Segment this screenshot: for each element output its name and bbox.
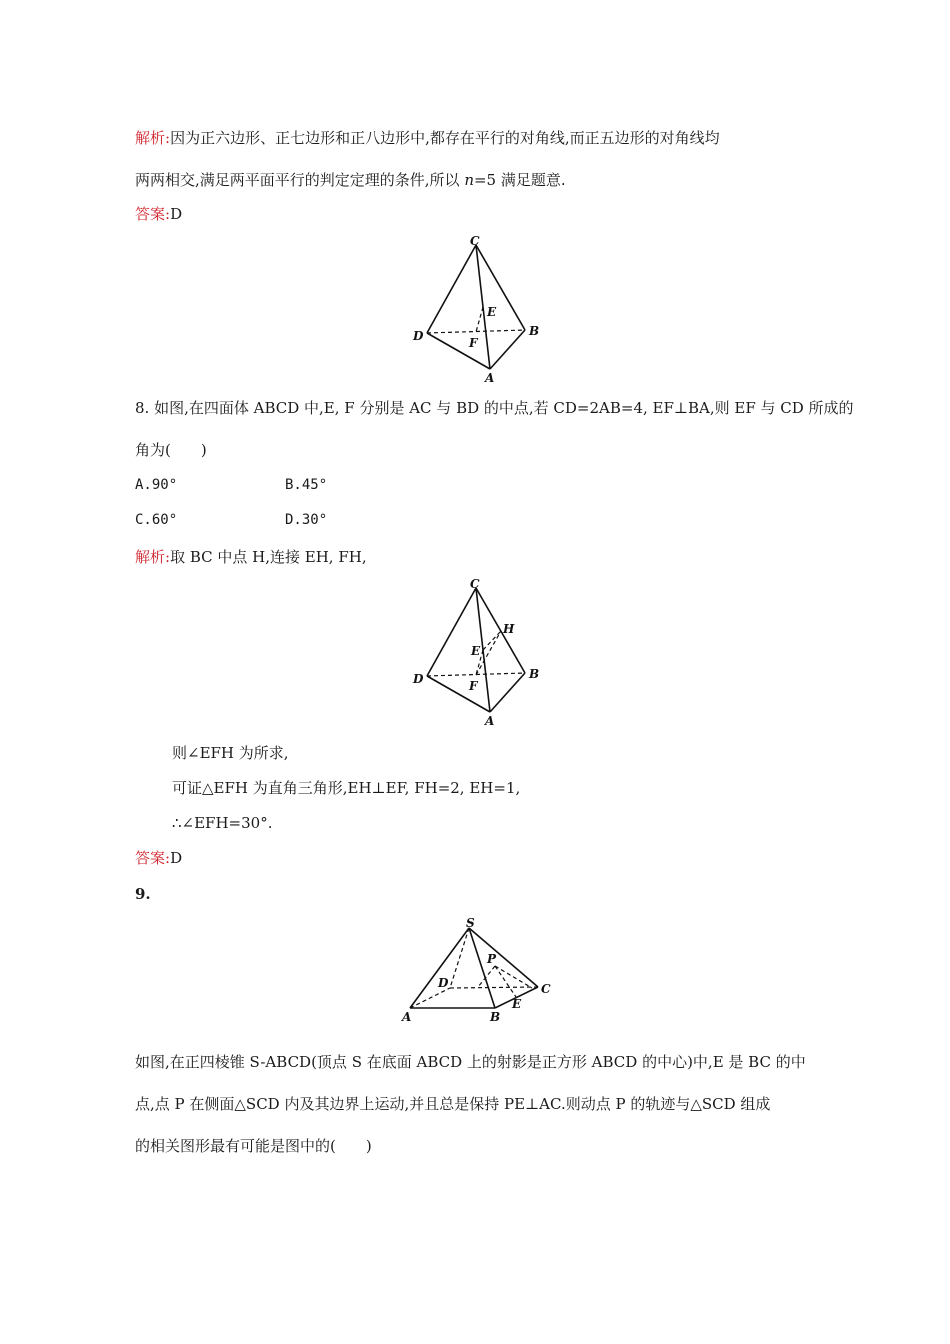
edge-CD [427, 588, 476, 676]
q8-analysis [135, 547, 367, 567]
edge-BA [490, 673, 525, 712]
tetrahedron-figure-2 [405, 575, 555, 730]
edge-CB [476, 588, 525, 673]
label-B: B [529, 324, 540, 338]
answer-value: D [170, 849, 183, 867]
option-a: A.90° [135, 477, 178, 493]
edge-SA [410, 928, 469, 1008]
label-P: P [487, 952, 497, 966]
option-c: C.60° [135, 512, 178, 528]
q8-step2: 可证△EFH 为直角三角形,EH⊥EF, FH=2, EH=1, [172, 779, 521, 797]
edge-CD [427, 245, 476, 333]
option-d: D.30° [285, 512, 328, 528]
tetrahedron-figure-1 [405, 232, 555, 387]
edge-DA [427, 333, 490, 369]
answer-label: 答案: [135, 205, 171, 223]
label-S: S [466, 916, 475, 930]
answer-value: D [170, 205, 183, 223]
edge-CB [476, 245, 525, 330]
q7-answer [135, 204, 182, 224]
edge-DC-hidden [450, 987, 538, 988]
edge-SD-hidden [450, 928, 469, 988]
q8-step3: ∴∠EFH=30°. [172, 814, 273, 832]
analysis-label: 解析: [135, 548, 171, 566]
q8-answer [135, 848, 182, 868]
q9-number: 9. [135, 885, 151, 903]
q8-step1: 则∠EFH 为所求, [172, 744, 289, 762]
label-D: D [438, 976, 449, 990]
q8-stem-line2: 角为( ) [135, 441, 207, 459]
label-B: B [529, 667, 540, 681]
analysis-text: =5 满足题意. [473, 171, 566, 189]
q7-analysis-line2 [135, 170, 566, 190]
option-b: B.45° [285, 477, 328, 493]
label-B: B [490, 1010, 501, 1024]
label-C: C [541, 982, 551, 996]
analysis-label: 解析: [135, 129, 171, 147]
label-H: H [503, 622, 515, 636]
variable-n: n [464, 171, 474, 189]
analysis-text: 取 BC 中点 H,连接 EH, FH, [170, 548, 367, 566]
q7-analysis-line1 [135, 128, 720, 148]
label-D: D [413, 329, 424, 343]
segment-EF [476, 307, 483, 332]
q8-stem-line1: 8. 如图,在四面体 ABCD 中,E, F 分别是 AC 与 BD 的中点,若 CD=2AB=4, EF⊥BA,则 EF 与 CD 所成的 [135, 399, 854, 417]
label-A: A [485, 714, 495, 728]
edge-AD-hidden [410, 988, 450, 1008]
label-E: E [471, 644, 481, 658]
edge-DA [427, 676, 490, 712]
edge-BA [490, 330, 525, 369]
label-A: A [485, 371, 495, 385]
label-E: E [512, 997, 522, 1011]
q9-stem-line2: 点,点 P 在侧面△SCD 内及其边界上运动,并且总是保持 PE⊥AC.则动点 P 的轨迹与△SCD 组成 [135, 1095, 771, 1113]
label-D: D [413, 672, 424, 686]
answer-label: 答案: [135, 849, 171, 867]
pyramid-figure [398, 913, 558, 1028]
analysis-text: 两两相交,满足两平面平行的判定定理的条件,所以 [135, 171, 465, 189]
analysis-text: 因为正六边形、正七边形和正八边形中,都存在平行的对角线,而正五边形的对角线均 [170, 129, 720, 147]
label-A: A [402, 1010, 412, 1024]
label-F: F [469, 679, 478, 693]
label-F: F [469, 336, 478, 350]
label-C: C [470, 234, 480, 248]
segment-PE [495, 966, 516, 997]
segment-EH [483, 631, 501, 650]
label-C: C [470, 577, 480, 591]
label-E: E [487, 305, 497, 319]
q9-stem-line1: 如图,在正四棱锥 S-ABCD(顶点 S 在底面 ABCD 上的射影是正方形 ABCD 的中心)中,E 是 BC 的中 [135, 1053, 806, 1071]
q9-stem-line3: 的相关图形最有可能是图中的( ) [135, 1137, 372, 1155]
